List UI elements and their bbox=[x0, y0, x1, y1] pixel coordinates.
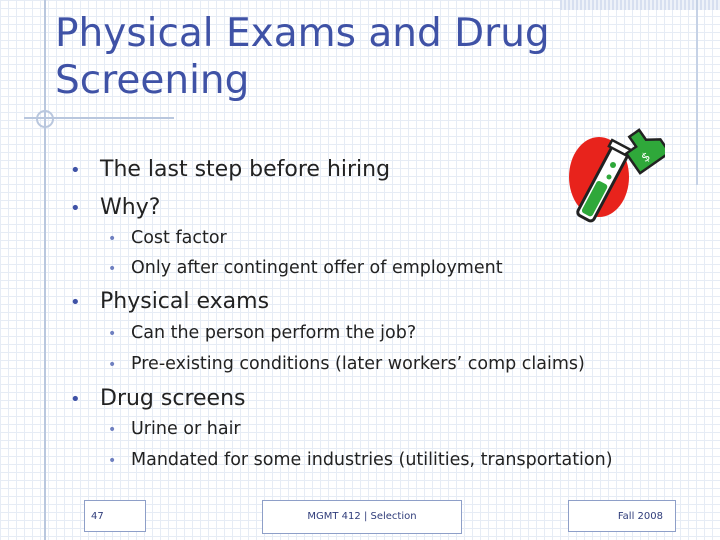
dot-bullet-icon: • bbox=[108, 231, 117, 247]
dot-bullet-icon: • bbox=[108, 422, 117, 438]
dot-bullet-icon: • bbox=[70, 198, 81, 219]
sub-bullet-text: Mandated for some industries (utilities, transportation) bbox=[131, 450, 613, 470]
bullet-item bbox=[70, 289, 269, 314]
footer-course: MGMT 412 | Selection bbox=[262, 500, 462, 534]
slide-number: 47 bbox=[84, 500, 146, 532]
dot-bullet-icon: • bbox=[70, 292, 81, 313]
sub-bullet-item bbox=[108, 323, 416, 343]
bullet-text: Physical exams bbox=[100, 289, 270, 314]
bullet-text: Drug screens bbox=[100, 386, 246, 411]
bullet-text: Why? bbox=[100, 195, 161, 220]
frame-corner-circle bbox=[36, 110, 54, 128]
sub-bullet-text: Cost factor bbox=[131, 228, 227, 248]
slide-title: Physical Exams and Drug Screening bbox=[55, 11, 550, 103]
bullet-item bbox=[70, 386, 245, 411]
dot-bullet-icon: • bbox=[70, 160, 81, 181]
sub-bullet-text: Only after contingent offer of employment bbox=[131, 258, 503, 278]
right-frame-line bbox=[696, 0, 698, 185]
sub-bullet-item bbox=[108, 354, 585, 374]
test-tube-with-flask-icon bbox=[565, 125, 665, 235]
sub-bullet-text: Pre-existing conditions (later workers’ comp claims) bbox=[131, 354, 585, 374]
footer-date: Fall 2008 bbox=[568, 500, 676, 532]
sub-bullet-text: Can the person perform the job? bbox=[131, 323, 417, 343]
svg-text:$: $ bbox=[638, 149, 653, 165]
bullet-item bbox=[70, 157, 390, 182]
dot-bullet-icon: • bbox=[108, 326, 117, 342]
dot-bullet-icon: • bbox=[108, 453, 117, 469]
sub-bullet-text: Urine or hair bbox=[131, 419, 241, 439]
bullet-item bbox=[70, 195, 160, 220]
sub-bullet-item bbox=[108, 419, 241, 439]
sub-bullet-item bbox=[108, 258, 503, 278]
sub-bullet-item bbox=[108, 228, 227, 248]
dot-bullet-icon: • bbox=[108, 357, 117, 373]
bullet-text: The last step before hiring bbox=[100, 157, 391, 182]
sub-bullet-item bbox=[108, 450, 613, 470]
left-frame-line bbox=[44, 0, 46, 540]
dot-bullet-icon: • bbox=[108, 261, 117, 277]
dot-bullet-icon: • bbox=[70, 389, 81, 410]
